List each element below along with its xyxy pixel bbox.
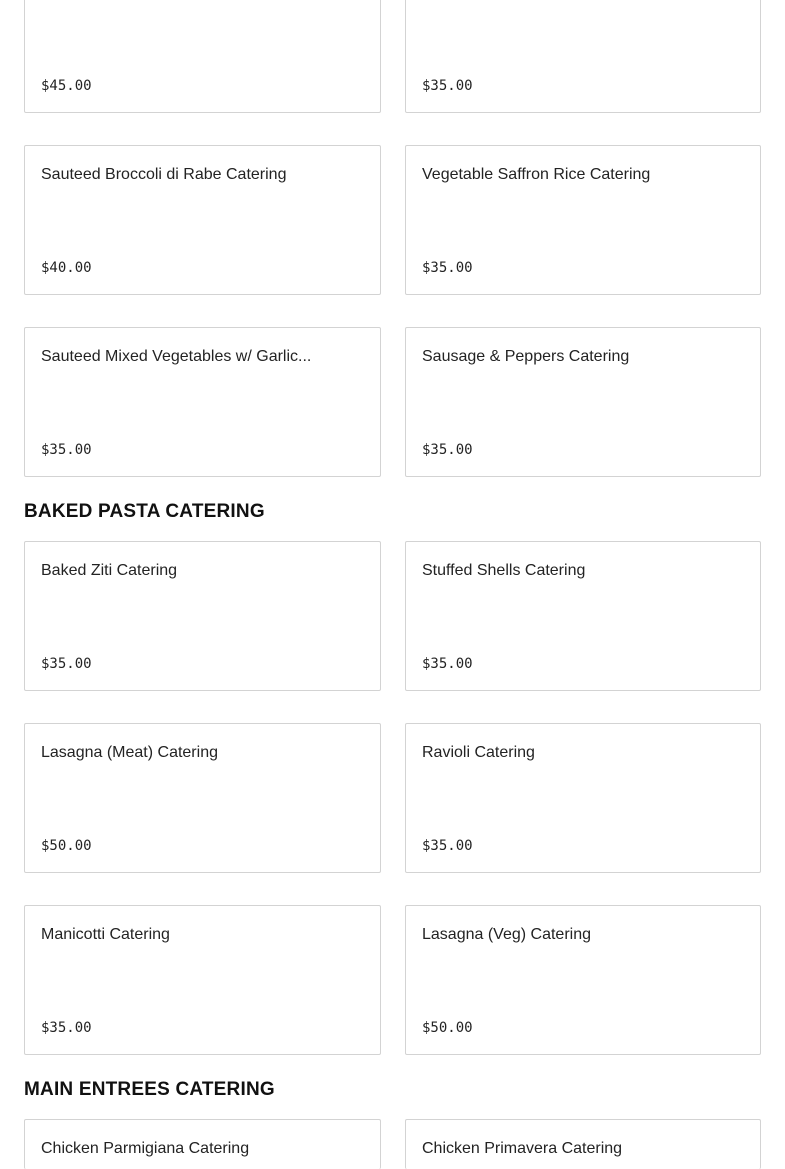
menu-item-price: $35.00 <box>422 442 473 458</box>
menu-item-name: Lasagna (Veg) Catering <box>422 926 591 943</box>
menu-item-name: Baked Ziti Catering <box>41 562 178 579</box>
menu-item-card[interactable] <box>24 0 381 113</box>
menu-item-name: Chicken Primavera Catering <box>422 1140 623 1157</box>
menu-item-price: $50.00 <box>41 838 92 854</box>
menu-item-card[interactable] <box>24 145 381 295</box>
menu-item-card[interactable] <box>24 327 381 477</box>
menu-item-name: Chicken Parmigiana Catering <box>41 1140 250 1157</box>
menu-item-card[interactable] <box>24 1119 381 1169</box>
menu-item-name: Vegetable Saffron Rice Catering <box>422 166 651 183</box>
menu-item-card[interactable] <box>24 905 381 1055</box>
menu-item-price: $35.00 <box>422 838 473 854</box>
menu-item-card[interactable] <box>405 905 761 1055</box>
menu-item-card[interactable] <box>405 0 761 113</box>
menu-item-card[interactable] <box>24 541 381 691</box>
menu-item-price: $40.00 <box>41 260 92 276</box>
menu-item-price: $35.00 <box>41 442 92 458</box>
menu-item-card[interactable] <box>405 541 761 691</box>
menu-item-card[interactable] <box>405 327 761 477</box>
menu-item-price: $35.00 <box>422 656 473 672</box>
menu-item-price: $35.00 <box>41 656 92 672</box>
menu-item-price: $35.00 <box>422 78 473 94</box>
menu-item-card[interactable] <box>405 145 761 295</box>
section-title-baked-pasta: BAKED PASTA CATERING <box>24 501 265 522</box>
menu-item-name: Stuffed Shells Catering <box>422 562 586 579</box>
menu-item-name: Lasagna (Meat) Catering <box>41 744 218 761</box>
menu-item-price: $35.00 <box>422 260 473 276</box>
menu-item-card[interactable] <box>405 1119 761 1169</box>
menu-item-card[interactable] <box>24 723 381 873</box>
menu-item-name: Sauteed Broccoli di Rabe Catering <box>41 166 287 183</box>
menu-item-name: Manicotti Catering <box>41 926 170 943</box>
menu-item-card[interactable] <box>405 723 761 873</box>
menu-item-name: Sauteed Mixed Vegetables w/ Garlic... <box>41 348 312 365</box>
section-title-main-entrees: MAIN ENTREES CATERING <box>24 1079 275 1100</box>
menu-item-price: $50.00 <box>422 1020 473 1036</box>
menu-item-price: $45.00 <box>41 78 92 94</box>
menu-item-price: $35.00 <box>41 1020 92 1036</box>
menu-item-name: Sausage & Peppers Catering <box>422 348 630 365</box>
menu-item-name: Ravioli Catering <box>422 744 535 761</box>
